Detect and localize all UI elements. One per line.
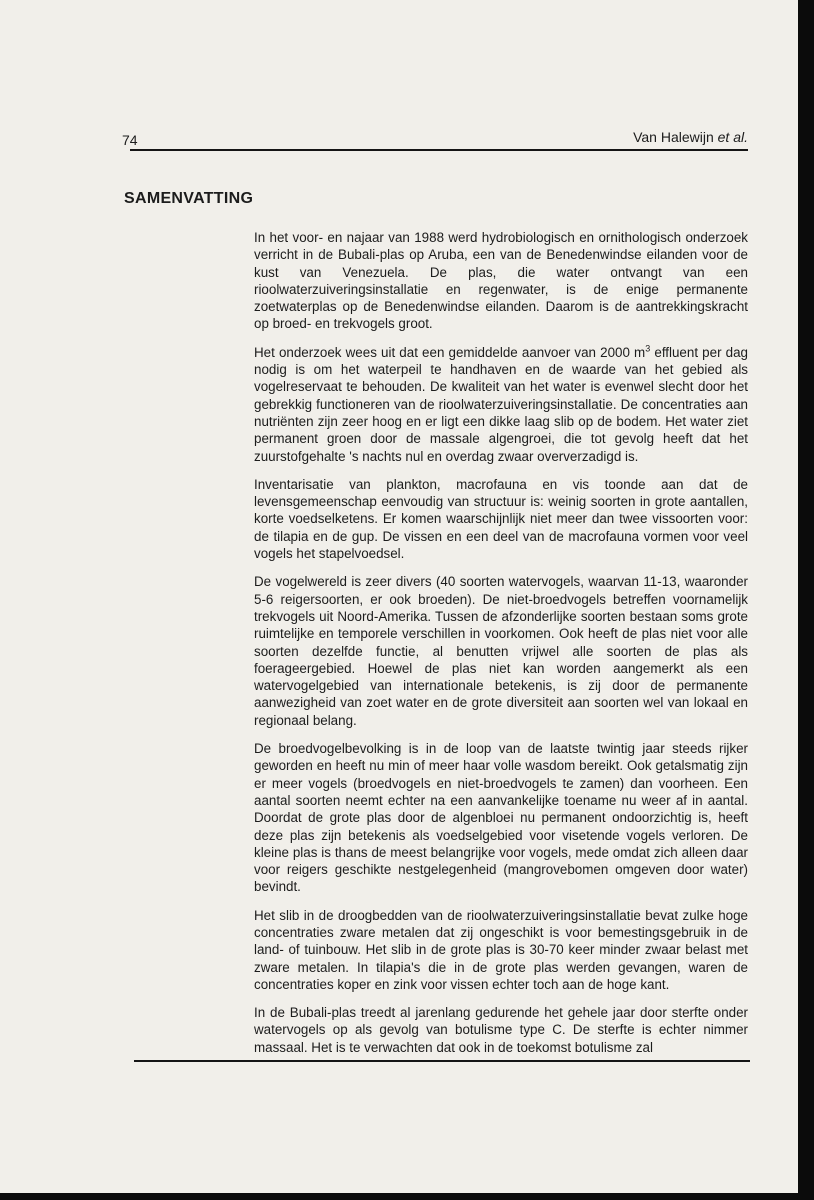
scan-edge-right: [798, 0, 814, 1200]
header-rule: [130, 149, 748, 151]
running-head-et-al: et al.: [717, 129, 748, 145]
paragraph-1: In het voor- en najaar van 1988 werd hydrobiologisch en ornithologisch onderzoek verricht in de Bubali-plas op Aruba, een van de Benedenwindse eilanden voor de kust van Venezuela. De plas, die water ontvangt van een rioolwaterzuiveringsinstallatie en regenwater, is de enige permanente zoetwaterplas op de Benedenwindse eilanden. Daarom is de aantrekkingskracht op broed- en trekvogels groot.: [254, 230, 748, 332]
scan-edge-bottom: [0, 1193, 814, 1200]
paragraph-4: De vogelwereld is zeer divers (40 soorten watervogels, waarvan 11-13, waaronder 5-6 reigersoorten, er ook broeden). De niet-broedvogels betreffen voornamelijk trekvogels uit Noord-Amerika. Tussen de afzonderlijke soorten bestaan soms grote ruimtelijke en temporele verschillen in voorkomen. Ook heeft de plas niet voor alle soorten dezelfde functie, al benutten vrijwel alle soorten de plas als foerageergebied. Hoewel de plas niet kan worden aangemerkt als een watervogelgebied van internationale betekenis, is zij door de permanente aanwezigheid van zoet water en de grote diversiteit aan soorten wel van lokaal en regionaal belang.: [254, 574, 748, 728]
paragraph-6: Het slib in de droogbedden van de rioolwaterzuiveringsinstallatie bevat zulke hoge concentraties zware metalen dat zij ongeschikt is voor bemestingsgebruik in de land- of tuinbouw. Het slib in de grote plas is 30-70 keer minder zwaar belast met zware metalen. In tilapia's die in de grote plas werden gevangen, waren de concentraties koper en zink voor vissen echter toch aan de hoge kant.: [254, 907, 748, 992]
page-number: 74: [122, 132, 138, 148]
paragraph-3: Inventarisatie van plankton, macrofauna en vis toonde aan dat de levensgemeenschap eenvoudig van structuur is: weinig soorten in grote aantallen, korte voedselketens. Er komen waarschijnlijk niet meer dan twee vissoorten voor: de tilapia en de gup. De vissen en een deel van de macrofauna vormen voor veel vogels het stapelvoedsel.: [254, 476, 748, 562]
section-title: SAMENVATTING: [124, 190, 254, 207]
paragraph-5: De broedvogelbevolking is in de loop van de laatste twintig jaar steeds rijker geworden en heeft nu min of meer haar volle wasdom bereikt. Ook getalsmatig zijn er meer vogels (broedvogels en niet-broedvogels te zamen) dan voorheen. Een aantal soorten neemt echter na een aanvankelijke toename nu weer af in aantal. Doordat de grote plas door de algenbloei nu permanent ondoorzichtig is, heeft deze plas zijn betekenis als voedselgebied voor visetende vogels verloren. De kleine plas is thans de meest belangrijke voor vogels, mede omdat zich alleen daar voor reigers geschikte nestgelegenheid (mangrovebomen omgeven door water) bevindt.: [254, 741, 748, 895]
paragraph-2-rest: effluent per dag nodig is om het waterpeil te handhaven en de waarde van het gebied als vogelreservaat te behouden. De kwaliteit van het water is evenwel slecht door het gebrekkig functioneren van de rioolwaterzuiveringsinstallatie. De concentraties aan nutriënten zijn zeer hoog en er ligt een dikke laag slib op de bodem. Het water ziet permanent groen door de massale algengroei, die tot gevolg heeft dat het zuurstofgehalte 's nachts nul en overdag zwaar oververzadigd is.: [254, 344, 749, 464]
footer-rule: [134, 1060, 750, 1062]
summary-body: [254, 229, 748, 1056]
running-head: [633, 128, 748, 146]
paragraph-2: [254, 344, 748, 465]
superscript-3: 3: [645, 343, 651, 354]
paragraph-7: In de Bubali-plas treedt al jarenlang gedurende het gehele jaar door sterfte onder watervogels op als gevolg van botulisme type C. De sterfte is echter nimmer massaal. Het is te verwachten dat ook in de toekomst botulisme zal: [254, 1005, 748, 1055]
running-head-author: Van Halewijn: [633, 129, 714, 145]
paragraph-2-start: Het onderzoek wees uit dat een gemiddelde aanvoer van 2000 m: [254, 344, 646, 360]
